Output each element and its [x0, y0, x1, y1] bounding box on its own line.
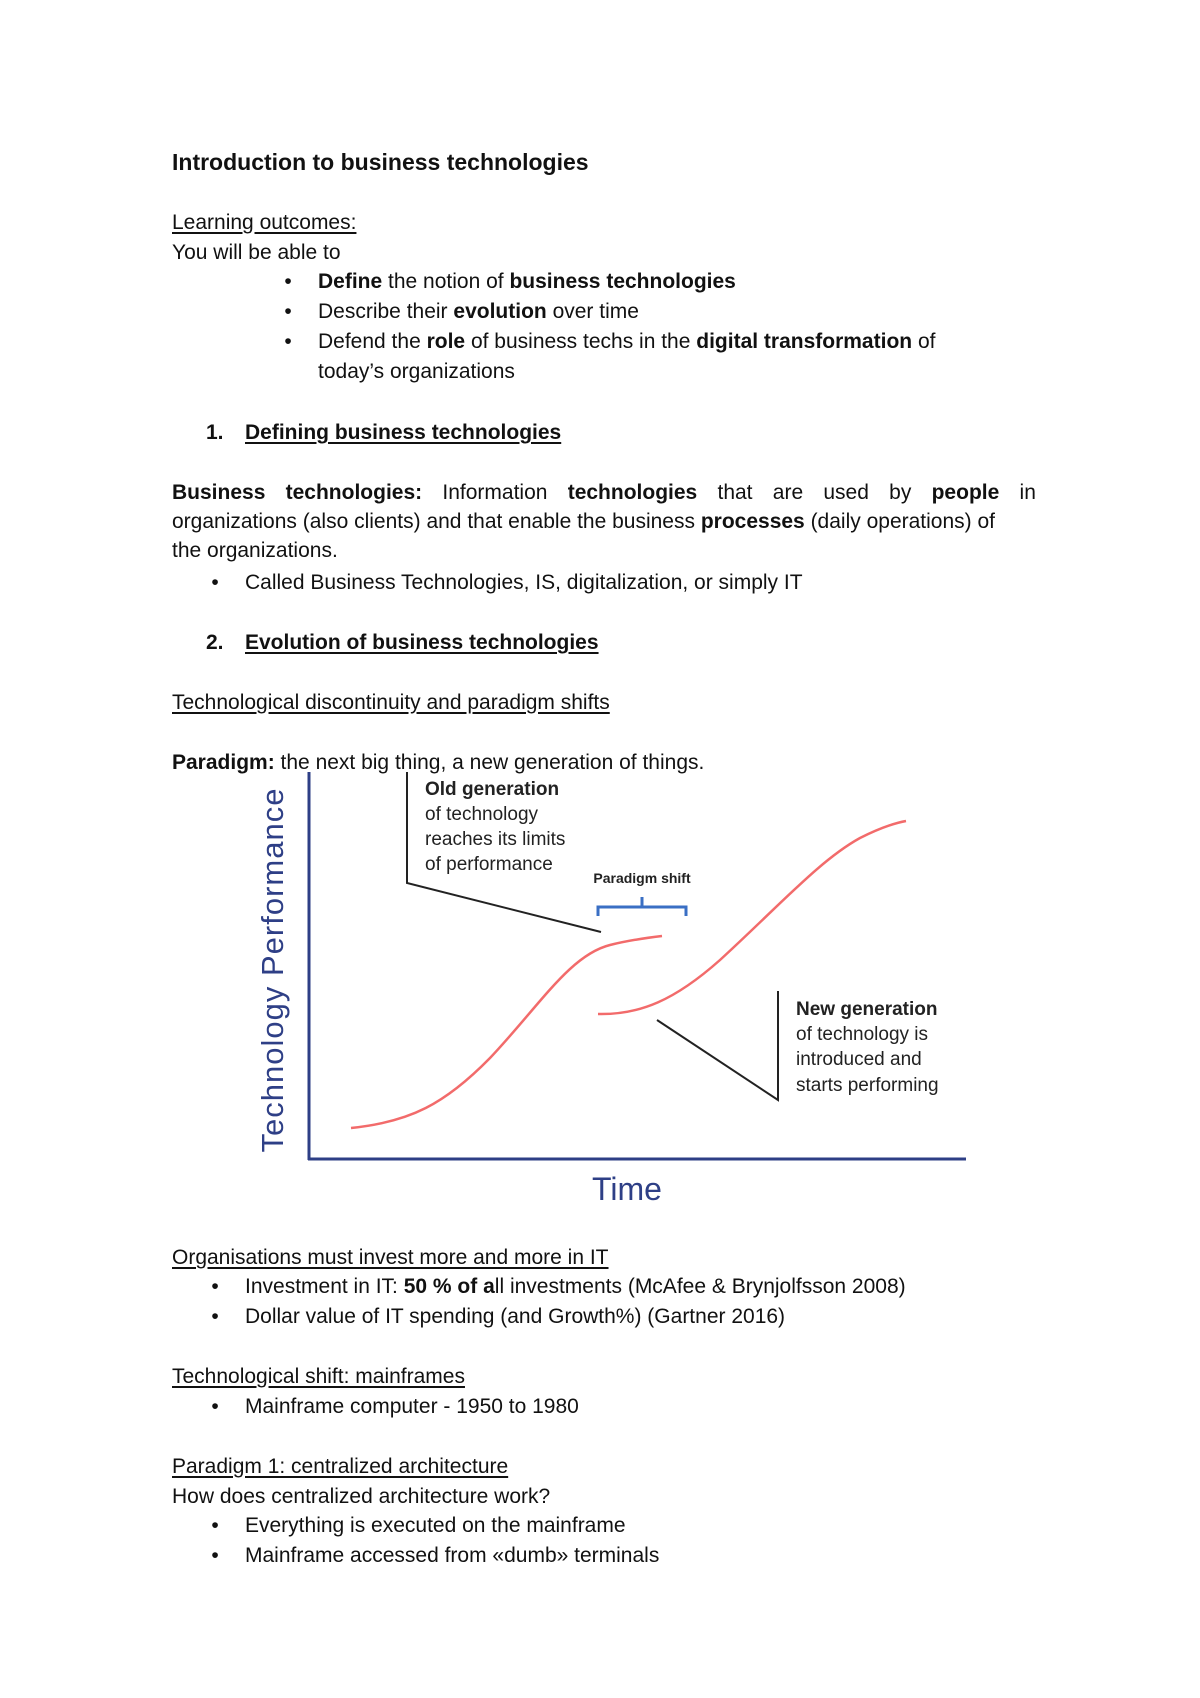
bullet-icon: • [284, 300, 292, 323]
bullet-icon: • [211, 571, 219, 594]
old-generation-curve [351, 936, 662, 1128]
subsection-heading: Paradigm 1: centralized architecture [172, 1455, 509, 1478]
list-item-continuation: today’s organizations [318, 360, 515, 383]
list-item: • Mainframe accessed from «dumb» terminals [205, 1541, 659, 1570]
paradigm1-question: How does centralized architecture work? [172, 1485, 551, 1508]
learning-outcomes-heading: Learning outcomes: [172, 211, 357, 234]
list-item: • Define the notion of business technologies [278, 267, 736, 296]
document-title: Introduction to business technologies [172, 149, 589, 175]
subsection-heading: Organisations must invest more and more in IT [172, 1246, 609, 1269]
definition-line-1: Business technologies: Information technologies that are used by people in [172, 481, 1036, 504]
bullet-icon: • [284, 330, 292, 353]
y-axis-label: Technology Performance [255, 787, 290, 1153]
definition-line-3: the organizations. [172, 539, 338, 562]
new-generation-curve [598, 821, 906, 1014]
definition-line-2: organizations (also clients) and that enable the business processes (daily operations) of [172, 510, 995, 533]
list-item: • Dollar value of IT spending (and Growth%) (Gartner 2016) [205, 1302, 785, 1331]
old-generation-label: Old generation of technology reaches its limits of performance [425, 779, 566, 875]
list-item: • Everything is executed on the mainframe [205, 1511, 626, 1540]
list-item: • Called Business Technologies, IS, digitalization, or simply IT [205, 568, 803, 597]
subsection-heading: Technological discontinuity and paradigm shifts [172, 691, 610, 714]
section-heading: Evolution of business technologies [245, 631, 599, 654]
list-item: • Investment in IT: 50 % of all investments (McAfee & Brynjolfsson 2008) [205, 1272, 906, 1301]
bullet-icon: • [211, 1395, 219, 1418]
bullet-icon: • [211, 1275, 219, 1298]
subsection-heading: Technological shift: mainframes [172, 1365, 465, 1388]
list-item: • Defend the role of business techs in the digital transformation of [278, 327, 935, 356]
section-heading: Defining business technologies [245, 421, 562, 444]
paradigm-shift-bracket [598, 897, 686, 916]
list-item: • Describe their evolution over time [278, 297, 639, 326]
bullet-icon: • [211, 1544, 219, 1567]
bullet-icon: • [284, 270, 292, 293]
paradigm-shift-label: Paradigm shift [593, 870, 691, 886]
bullet-icon: • [211, 1305, 219, 1328]
section-number: 2. [206, 631, 224, 654]
section-number: 1. [206, 421, 224, 444]
learning-intro: You will be able to [172, 241, 341, 264]
bullet-icon: • [211, 1514, 219, 1537]
new-generation-pointer [657, 991, 778, 1100]
x-axis-label: Time [592, 1171, 662, 1207]
list-item: • Mainframe computer - 1950 to 1980 [205, 1392, 579, 1421]
old-generation-curve [351, 939, 640, 1128]
new-generation-label: New generation of technology is introduced and starts performing [796, 999, 939, 1096]
paradigm-definition: Paradigm: the next big thing, a new generation of things. [172, 751, 705, 774]
